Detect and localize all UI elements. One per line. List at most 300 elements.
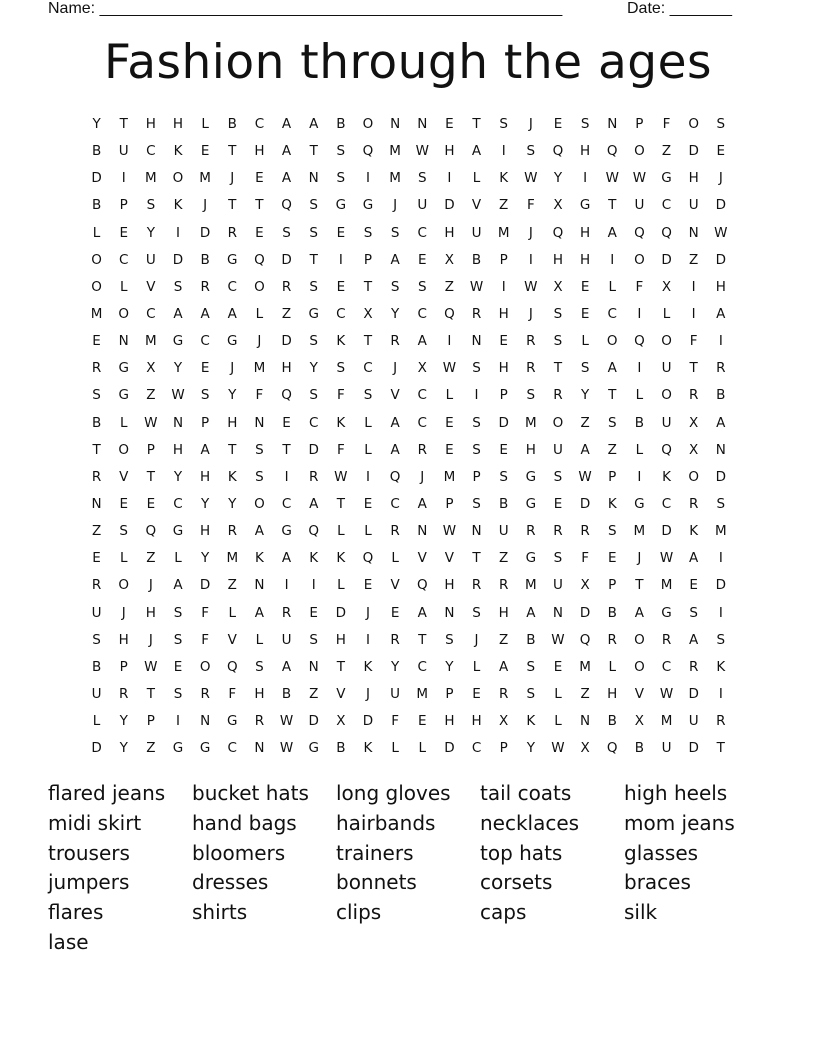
grid-letter: A bbox=[281, 116, 292, 132]
grid-letter: J bbox=[637, 550, 642, 567]
grid-letter: M bbox=[389, 143, 401, 160]
grid-letter: Q bbox=[579, 631, 591, 648]
grid-letter: Q bbox=[416, 577, 428, 594]
grid-letter: O bbox=[688, 116, 699, 132]
grid-letter: J bbox=[230, 170, 235, 187]
grid-letter: Q bbox=[145, 523, 157, 540]
grid-letter: B bbox=[471, 251, 482, 268]
grid-letter: D bbox=[91, 740, 102, 757]
grid-letter: S bbox=[255, 441, 264, 458]
grid-letter: Q bbox=[308, 523, 320, 540]
grid-letter: E bbox=[92, 550, 101, 567]
grid-letter: Y bbox=[119, 713, 128, 730]
grid-letter: E bbox=[336, 224, 346, 241]
grid-letter: C bbox=[390, 495, 400, 512]
grid-letter: D bbox=[308, 713, 319, 730]
grid-letter: L bbox=[364, 441, 372, 458]
grid-letter: M bbox=[145, 333, 157, 350]
grid-letter: S bbox=[526, 143, 536, 160]
grid-letter: P bbox=[499, 387, 508, 404]
grid-letter: B bbox=[227, 116, 237, 132]
grid-letter: C bbox=[471, 740, 482, 757]
grid-letter: J bbox=[148, 577, 153, 594]
grid-letter: A bbox=[254, 604, 265, 621]
word-item: trousers bbox=[48, 840, 130, 865]
grid-letter: R bbox=[526, 360, 536, 377]
grid-letter: J bbox=[528, 224, 533, 241]
grid-letter: L bbox=[364, 523, 372, 540]
grid-letter: E bbox=[390, 604, 400, 621]
grid-letter: R bbox=[417, 441, 427, 458]
grid-letter: E bbox=[173, 658, 183, 675]
grid-letter: E bbox=[417, 713, 427, 730]
grid-letter: B bbox=[200, 251, 210, 268]
grid-letter: Z bbox=[309, 685, 319, 702]
grid-letter: Y bbox=[201, 550, 210, 567]
grid-letter: S bbox=[336, 143, 346, 160]
grid-letter: L bbox=[554, 713, 562, 730]
grid-letter: S bbox=[309, 333, 318, 350]
grid-letter: G bbox=[579, 197, 591, 214]
grid-letter: L bbox=[92, 713, 101, 730]
grid-letter: T bbox=[309, 251, 318, 268]
grid-letter: M bbox=[145, 170, 157, 187]
grid-letter: P bbox=[608, 577, 617, 594]
grid-letter: W bbox=[659, 550, 674, 567]
word-item: clips bbox=[336, 900, 382, 925]
grid-letter: D bbox=[715, 577, 726, 594]
grid-letter: D bbox=[172, 251, 184, 268]
grid-letter: U bbox=[661, 414, 672, 431]
grid-letter: I bbox=[637, 468, 642, 485]
grid-letter: E bbox=[363, 495, 373, 512]
grid-letter: L bbox=[364, 414, 372, 431]
grid-letter: P bbox=[363, 251, 373, 268]
grid-letter: R bbox=[471, 305, 482, 322]
grid-letter: I bbox=[718, 333, 723, 350]
word-bank bbox=[48, 779, 768, 958]
grid-letter: M bbox=[90, 305, 103, 322]
grid-letter: H bbox=[498, 360, 509, 377]
grid-letter: B bbox=[336, 740, 346, 757]
grid-letter: Y bbox=[309, 360, 318, 377]
grid-letter: H bbox=[552, 251, 564, 268]
grid-letter: S bbox=[553, 305, 563, 322]
grid-letter: U bbox=[91, 604, 102, 621]
grid-letter: R bbox=[200, 278, 210, 295]
grid-letter: A bbox=[689, 550, 699, 567]
grid-letter: Z bbox=[689, 251, 699, 268]
grid-letter: B bbox=[526, 631, 536, 648]
grid-letter: Q bbox=[281, 197, 292, 214]
grid-letter: N bbox=[688, 224, 699, 241]
word-list bbox=[48, 779, 768, 958]
grid-letter: V bbox=[336, 685, 346, 702]
grid-letter: Q bbox=[254, 251, 265, 268]
grid-row bbox=[83, 113, 734, 140]
grid-letter: V bbox=[119, 468, 129, 485]
grid-letter: K bbox=[716, 658, 726, 675]
grid-letter: X bbox=[580, 740, 590, 757]
grid-letter: Q bbox=[634, 333, 645, 350]
grid-letter: S bbox=[716, 116, 726, 132]
grid-letter: H bbox=[118, 631, 129, 648]
grid-letter: S bbox=[526, 658, 536, 675]
grid-letter: S bbox=[689, 604, 698, 621]
grid-letter: U bbox=[661, 360, 672, 377]
grid-letter: L bbox=[554, 685, 562, 702]
grid-letter: K bbox=[607, 495, 617, 512]
grid-letter: W bbox=[415, 143, 429, 160]
grid-letter: C bbox=[417, 658, 427, 675]
grid-letter: H bbox=[498, 305, 509, 322]
grid-letter: L bbox=[92, 224, 101, 241]
grid-letter: S bbox=[472, 414, 481, 431]
grid-letter: K bbox=[526, 713, 536, 730]
grid-letter: B bbox=[91, 658, 102, 675]
grid-letter: D bbox=[579, 604, 591, 621]
grid-letter: S bbox=[255, 468, 264, 485]
grid-letter: F bbox=[526, 197, 535, 214]
grid-letter: P bbox=[146, 441, 155, 458]
grid-letter: H bbox=[607, 685, 618, 702]
grid-letter: S bbox=[526, 685, 536, 702]
grid-letter: L bbox=[608, 278, 616, 295]
grid-letter: E bbox=[445, 116, 454, 132]
grid-letter: R bbox=[553, 523, 563, 540]
grid-letter: G bbox=[172, 740, 184, 757]
grid-letter: M bbox=[524, 414, 537, 431]
grid-letter: G bbox=[308, 740, 319, 757]
grid-letter: D bbox=[688, 740, 699, 757]
grid-letter: M bbox=[579, 658, 591, 675]
grid-letter: H bbox=[444, 224, 455, 241]
grid-letter: Y bbox=[173, 468, 183, 485]
grid-letter: S bbox=[716, 631, 726, 648]
grid-letter: D bbox=[661, 523, 672, 540]
grid-letter: F bbox=[635, 278, 644, 295]
grid-letter: C bbox=[254, 116, 265, 132]
grid-letter: S bbox=[336, 170, 346, 187]
grid-letter: Z bbox=[227, 577, 237, 594]
grid-letter: E bbox=[580, 278, 590, 295]
grid-letter: A bbox=[281, 550, 292, 567]
grid-letter: I bbox=[501, 278, 506, 295]
grid-letter: K bbox=[336, 333, 346, 350]
grid-letter: L bbox=[174, 550, 182, 567]
word-item: bloomers bbox=[192, 840, 286, 865]
grid-letter: H bbox=[335, 631, 346, 648]
grid-letter: J bbox=[528, 305, 533, 322]
grid-letter: E bbox=[499, 441, 508, 458]
grid-letter: G bbox=[661, 170, 672, 187]
grid-row bbox=[83, 167, 734, 194]
grid-letter: C bbox=[308, 414, 319, 431]
grid-letter: J bbox=[528, 116, 533, 132]
grid-letter: P bbox=[146, 713, 155, 730]
grid-letter: T bbox=[608, 387, 617, 404]
grid-letter: R bbox=[119, 685, 129, 702]
grid-letter: A bbox=[689, 631, 699, 648]
grid-letter: W bbox=[551, 740, 565, 757]
grid-letter: L bbox=[581, 333, 589, 350]
grid-letter: K bbox=[173, 143, 183, 160]
grid-letter: B bbox=[607, 713, 617, 730]
grid-letter: R bbox=[91, 577, 102, 594]
grid-letter: A bbox=[526, 604, 536, 621]
grid-letter: F bbox=[581, 550, 589, 567]
grid-letter: E bbox=[417, 251, 427, 268]
grid-letter: R bbox=[91, 360, 102, 377]
grid-letter: G bbox=[634, 495, 645, 512]
grid-letter: Y bbox=[228, 387, 237, 404]
grid-letter: N bbox=[417, 523, 428, 540]
grid-letter: S bbox=[173, 631, 183, 648]
grid-letter: I bbox=[121, 170, 126, 187]
grid-letter: B bbox=[336, 116, 346, 132]
grid-letter: A bbox=[309, 116, 319, 132]
grid-letter: Y bbox=[390, 305, 400, 322]
grid-letter: R bbox=[227, 224, 237, 241]
word-item: mom jeans bbox=[624, 810, 735, 835]
grid-letter: H bbox=[580, 143, 591, 160]
grid-letter: H bbox=[200, 468, 211, 485]
grid-letter: O bbox=[552, 414, 564, 431]
grid-letter: J bbox=[718, 170, 723, 187]
grid-letter: W bbox=[524, 278, 538, 295]
grid-letter: P bbox=[201, 414, 210, 431]
grid-letter: Y bbox=[173, 360, 183, 377]
grid-letter: N bbox=[580, 713, 591, 730]
name-field-label: Name: ____________________________________________________ bbox=[48, 0, 563, 17]
grid-letter: I bbox=[176, 224, 180, 241]
grid-letter: N bbox=[254, 414, 265, 431]
grid-letter: Q bbox=[606, 740, 618, 757]
word-item: silk bbox=[624, 900, 658, 925]
grid-letter: A bbox=[254, 523, 265, 540]
grid-letter: A bbox=[417, 495, 427, 512]
grid-letter: Z bbox=[281, 305, 292, 322]
grid-letter: Y bbox=[146, 224, 155, 241]
grid-row bbox=[83, 412, 734, 439]
grid-letter: R bbox=[498, 685, 509, 702]
grid-letter: M bbox=[524, 577, 537, 594]
grid-letter: L bbox=[662, 305, 671, 322]
grid-letter: U bbox=[553, 577, 563, 594]
grid-letter: W bbox=[714, 224, 728, 241]
grid-letter: W bbox=[279, 713, 294, 730]
grid-letter: B bbox=[634, 740, 645, 757]
grid-letter: Q bbox=[552, 224, 564, 241]
grid-letter: E bbox=[445, 441, 454, 458]
grid-letter: E bbox=[607, 550, 617, 567]
grid-letter: T bbox=[363, 333, 373, 350]
grid-letter: Z bbox=[91, 523, 102, 540]
grid-letter: S bbox=[472, 360, 481, 377]
grid-letter: V bbox=[390, 577, 400, 594]
grid-letter: L bbox=[228, 604, 237, 621]
grid-letter: N bbox=[417, 116, 428, 132]
grid-letter: T bbox=[635, 577, 644, 594]
grid-letter: F bbox=[201, 631, 210, 648]
grid-letter: I bbox=[365, 631, 370, 648]
grid-letter: L bbox=[337, 523, 345, 540]
grid-letter: N bbox=[254, 740, 265, 757]
grid-letter: I bbox=[501, 143, 506, 160]
grid-letter: W bbox=[442, 360, 457, 377]
grid-letter: O bbox=[634, 143, 645, 160]
grid-row bbox=[83, 683, 734, 710]
grid-letter: Q bbox=[444, 305, 455, 322]
grid-letter: E bbox=[255, 224, 264, 241]
grid-row bbox=[83, 249, 734, 276]
grid-letter: V bbox=[471, 197, 482, 214]
grid-letter: O bbox=[606, 333, 618, 350]
grid-letter: S bbox=[472, 495, 481, 512]
grid-letter: G bbox=[525, 495, 537, 512]
grid-letter: R bbox=[553, 387, 563, 404]
grid-letter: R bbox=[526, 333, 536, 350]
grid-letter: B bbox=[91, 414, 102, 431]
grid-letter: O bbox=[118, 305, 130, 322]
grid-letter: C bbox=[607, 305, 617, 322]
grid-letter: O bbox=[172, 170, 184, 187]
grid-letter: T bbox=[146, 685, 155, 702]
grid-letter: F bbox=[255, 387, 264, 404]
grid-letter: S bbox=[553, 550, 563, 567]
grid-letter: X bbox=[336, 713, 346, 730]
grid-row bbox=[83, 520, 734, 547]
grid-letter: J bbox=[203, 197, 208, 214]
grid-letter: W bbox=[524, 170, 538, 187]
grid-letter: J bbox=[365, 604, 370, 621]
grid-letter: C bbox=[227, 740, 237, 757]
grid-letter: G bbox=[172, 333, 184, 350]
grid-letter: A bbox=[281, 658, 292, 675]
grid-letter: Z bbox=[661, 143, 672, 160]
grid-letter: J bbox=[420, 468, 425, 485]
grid-letter: M bbox=[199, 170, 211, 187]
grid-letter: K bbox=[363, 658, 373, 675]
grid-letter: A bbox=[200, 305, 210, 322]
grid-letter: P bbox=[472, 468, 481, 485]
grid-letter: R bbox=[390, 333, 400, 350]
grid-letter: C bbox=[336, 305, 346, 322]
grid-letter: S bbox=[92, 387, 101, 404]
grid-letter: Y bbox=[92, 116, 101, 132]
grid-letter: M bbox=[660, 577, 673, 594]
grid-letter: P bbox=[119, 197, 128, 214]
grid-row bbox=[83, 384, 734, 411]
grid-letter: E bbox=[336, 278, 346, 295]
grid-letter: A bbox=[309, 495, 319, 512]
grid-letter: I bbox=[718, 685, 723, 702]
grid-letter: S bbox=[309, 278, 318, 295]
grid-letter: U bbox=[471, 224, 482, 241]
grid-letter: P bbox=[119, 658, 128, 675]
grid-letter: N bbox=[552, 604, 564, 621]
grid-letter: E bbox=[716, 143, 726, 160]
grid-letter: C bbox=[417, 387, 427, 404]
word-item: glasses bbox=[624, 840, 699, 865]
grid-letter: U bbox=[145, 251, 156, 268]
grid-letter: D bbox=[308, 441, 319, 458]
grid-letter: L bbox=[445, 387, 454, 404]
word-item: bonnets bbox=[336, 870, 417, 895]
grid-letter: G bbox=[227, 333, 238, 350]
grid-letter: W bbox=[469, 278, 484, 295]
grid-letter: L bbox=[119, 278, 128, 295]
grid-letter: E bbox=[689, 577, 698, 594]
grid-letter: S bbox=[580, 116, 590, 132]
grid-letter: D bbox=[498, 414, 509, 431]
grid-row bbox=[83, 222, 734, 249]
grid-letter: N bbox=[172, 414, 184, 431]
grid-row bbox=[83, 439, 734, 466]
grid-letter: L bbox=[119, 414, 128, 431]
grid-letter: R bbox=[716, 360, 726, 377]
grid-letter: H bbox=[227, 414, 238, 431]
grid-row bbox=[83, 602, 734, 629]
grid-letter: T bbox=[228, 143, 237, 160]
grid-letter: J bbox=[365, 685, 370, 702]
grid-letter: R bbox=[716, 713, 726, 730]
grid-letter: X bbox=[634, 713, 644, 730]
grid-letter: C bbox=[281, 495, 292, 512]
grid-letter: U bbox=[417, 197, 428, 214]
grid-letter: I bbox=[691, 278, 696, 295]
grid-letter: X bbox=[146, 360, 156, 377]
grid-row bbox=[83, 574, 734, 601]
date-field-label: Date: _______ bbox=[627, 0, 732, 17]
grid-letter: H bbox=[145, 604, 156, 621]
grid-row bbox=[83, 194, 734, 221]
grid-letter: D bbox=[281, 251, 292, 268]
grid-letter: X bbox=[580, 577, 590, 594]
grid-letter: P bbox=[635, 116, 644, 132]
grid-letter: T bbox=[309, 143, 318, 160]
grid-letter: S bbox=[309, 387, 318, 404]
grid-row bbox=[83, 330, 734, 357]
grid-row bbox=[83, 303, 734, 330]
grid-letter: L bbox=[201, 116, 209, 132]
grid-letter: C bbox=[146, 143, 156, 160]
grid-letter: E bbox=[200, 143, 210, 160]
grid-letter: C bbox=[227, 278, 237, 295]
grid-row bbox=[83, 629, 734, 656]
grid-letter: P bbox=[445, 685, 454, 702]
grid-letter: H bbox=[580, 224, 591, 241]
grid-letter: S bbox=[363, 224, 373, 241]
grid-letter: I bbox=[176, 713, 180, 730]
grid-letter: U bbox=[91, 685, 102, 702]
grid-letter: D bbox=[688, 143, 699, 160]
grid-letter: M bbox=[226, 550, 239, 567]
grid-letter: L bbox=[255, 305, 264, 322]
grid-letter: I bbox=[637, 305, 642, 322]
grid-letter: W bbox=[578, 468, 592, 485]
grid-letter: K bbox=[173, 197, 183, 214]
grid-letter: O bbox=[199, 658, 211, 675]
grid-letter: A bbox=[607, 360, 617, 377]
grid-letter: O bbox=[634, 658, 645, 675]
grid-letter: V bbox=[444, 550, 455, 567]
grid-letter: S bbox=[417, 170, 427, 187]
grid-letter: Z bbox=[146, 740, 156, 757]
grid-letter: K bbox=[336, 550, 346, 567]
grid-letter: M bbox=[633, 523, 646, 540]
grid-row bbox=[83, 493, 734, 520]
